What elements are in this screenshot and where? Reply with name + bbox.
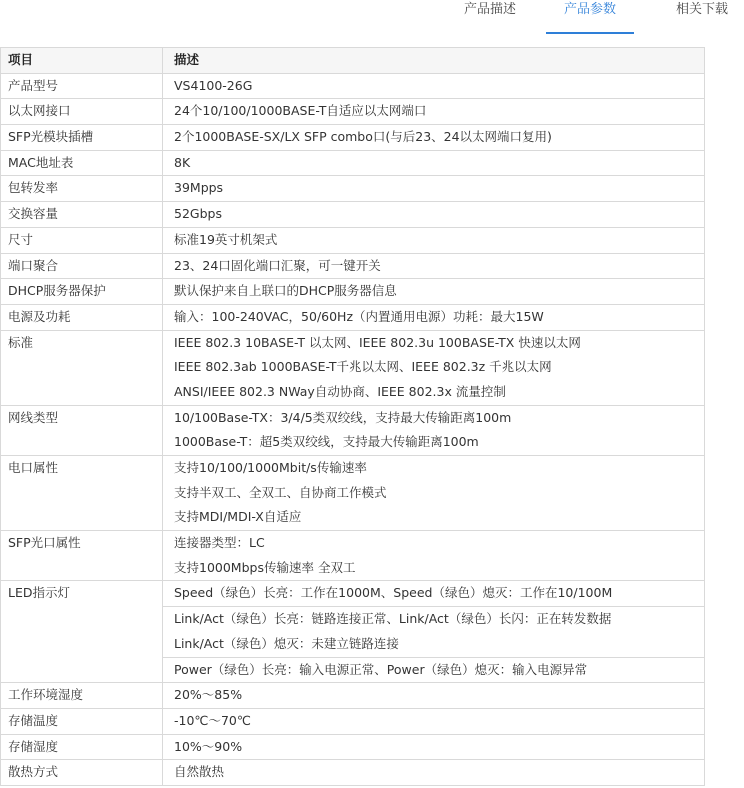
row-value-line: ANSI/IEEE 802.3 NWay自动协商、IEEE 802.3x 流量控制: [174, 383, 506, 399]
row-value-line: 支持半双工、全双工、自协商工作模式: [174, 484, 387, 500]
row-value: [163, 607, 705, 657]
table-row: [1, 125, 705, 151]
table-row: [1, 227, 705, 253]
table-row: [1, 760, 705, 786]
row-value: [163, 73, 705, 99]
table-row: [1, 734, 705, 760]
header-item: 项目: [1, 48, 163, 74]
table-row: [1, 683, 705, 709]
row-key: LED指示灯: [1, 581, 163, 683]
table-row: [1, 150, 705, 176]
row-key: 包转发率: [1, 176, 163, 202]
row-key: 端口聚合: [1, 253, 163, 279]
row-key: 尺寸: [1, 227, 163, 253]
row-value-line: 39Mpps: [174, 180, 224, 196]
row-key: 存储温度: [1, 708, 163, 734]
table-row: [1, 581, 705, 607]
row-value-line: 连接器类型：LC: [174, 535, 265, 551]
row-value: [163, 99, 705, 125]
row-value-line: 24个10/100/1000BASE-T自适应以太网端口: [174, 103, 427, 119]
row-value-line: 自然散热: [174, 764, 225, 780]
row-value: [163, 581, 705, 607]
row-key: MAC地址表: [1, 150, 163, 176]
row-value-line: 输入：100-240VAC，50/60Hz（内置通用电源）功耗：最大15W: [174, 308, 544, 324]
table-row: [1, 708, 705, 734]
row-value-line: VS4100-26G: [174, 77, 253, 93]
row-value-line: 52Gbps: [174, 206, 222, 222]
row-value-line: Speed（绿色）长亮：工作在1000M、Speed（绿色）熄灭：工作在10/100M: [174, 585, 613, 601]
row-value: [163, 708, 705, 734]
row-key: SFP光口属性: [1, 531, 163, 581]
row-key: 电源及功耗: [1, 304, 163, 330]
row-value-line: 2个1000BASE-SX/LX SFP combo口(与后23、24以太网端口复用): [174, 129, 552, 145]
row-value: [163, 657, 705, 683]
table-row: [1, 456, 705, 531]
table-row: [1, 176, 705, 202]
row-value: [163, 760, 705, 786]
row-key: SFP光模块插槽: [1, 125, 163, 151]
header-description: 描述: [163, 48, 705, 74]
row-value-line: 20%～85%: [174, 687, 243, 703]
row-value: [163, 456, 705, 531]
row-key: 散热方式: [1, 760, 163, 786]
row-value-line: 23、24口固化端口汇聚，可一键开关: [174, 257, 381, 273]
row-value: [163, 304, 705, 330]
row-value: [163, 150, 705, 176]
row-value: [163, 125, 705, 151]
table-row: [1, 531, 705, 581]
table-header-row: [1, 48, 705, 74]
row-value: [163, 176, 705, 202]
row-value-line: Link/Act（绿色）熄灭：未建立链路连接: [174, 635, 399, 651]
row-value-line: 支持MDI/MDI-X自适应: [174, 509, 302, 525]
row-value-line: 1000Base-T：超5类双绞线，支持最大传输距离100m: [174, 434, 479, 450]
row-value-line: 支持10/100/1000Mbit/s传输速率: [174, 460, 367, 475]
row-value-line: 标准19英寸机架式: [174, 231, 278, 247]
row-key: 电口属性: [1, 456, 163, 531]
row-value: [163, 279, 705, 305]
tab-product-parameters[interactable]: 产品参数: [546, 0, 634, 34]
row-value-line: 支持1000Mbps传输速率 全双工: [174, 559, 356, 575]
spec-table: [0, 47, 705, 786]
row-value-line: Link/Act（绿色）长亮：链路连接正常、Link/Act（绿色）长闪：正在转发数据: [174, 611, 612, 627]
row-value: [163, 253, 705, 279]
table-row: [1, 253, 705, 279]
row-value: [163, 202, 705, 228]
row-value: [163, 734, 705, 760]
row-key: 产品型号: [1, 73, 163, 99]
row-value: [163, 531, 705, 581]
row-value-line: 10%～90%: [174, 738, 243, 754]
row-value-line: Power（绿色）长亮：输入电源正常、Power（绿色）熄灭：输入电源异常: [174, 661, 588, 677]
tab-product-description[interactable]: 产品描述: [464, 2, 517, 17]
row-value-line: IEEE 802.3ab 1000BASE-T千兆以太网、IEEE 802.3z 千兆以太网: [174, 359, 552, 375]
row-key: 标准: [1, 330, 163, 405]
row-key: 存储湿度: [1, 734, 163, 760]
tab-related-downloads[interactable]: 相关下载: [676, 2, 729, 17]
table-row: [1, 202, 705, 228]
row-value-line: 10/100Base-TX：3/4/5类双绞线，支持最大传输距离100m: [174, 409, 512, 425]
row-key: 网线类型: [1, 405, 163, 455]
table-row: [1, 99, 705, 125]
row-value-line: IEEE 802.3 10BASE-T 以太网、IEEE 802.3u 100BASE-TX 快速以太网: [174, 334, 581, 350]
row-value-line: -10℃～70℃: [174, 712, 251, 728]
table-row: [1, 304, 705, 330]
table-row: [1, 73, 705, 99]
row-value-line: 8K: [174, 154, 191, 170]
row-value: [163, 330, 705, 405]
row-key: DHCP服务器保护: [1, 279, 163, 305]
row-key: 工作环境湿度: [1, 683, 163, 709]
row-key: 以太网接口: [1, 99, 163, 125]
table-row: [1, 330, 705, 405]
row-key: 交换容量: [1, 202, 163, 228]
table-row: [1, 405, 705, 455]
tab-bar: [0, 0, 744, 34]
table-row: [1, 279, 705, 305]
row-value: [163, 227, 705, 253]
row-value-line: 默认保护来自上联口的DHCP服务器信息: [174, 283, 397, 299]
row-value: [163, 683, 705, 709]
row-value: [163, 405, 705, 455]
